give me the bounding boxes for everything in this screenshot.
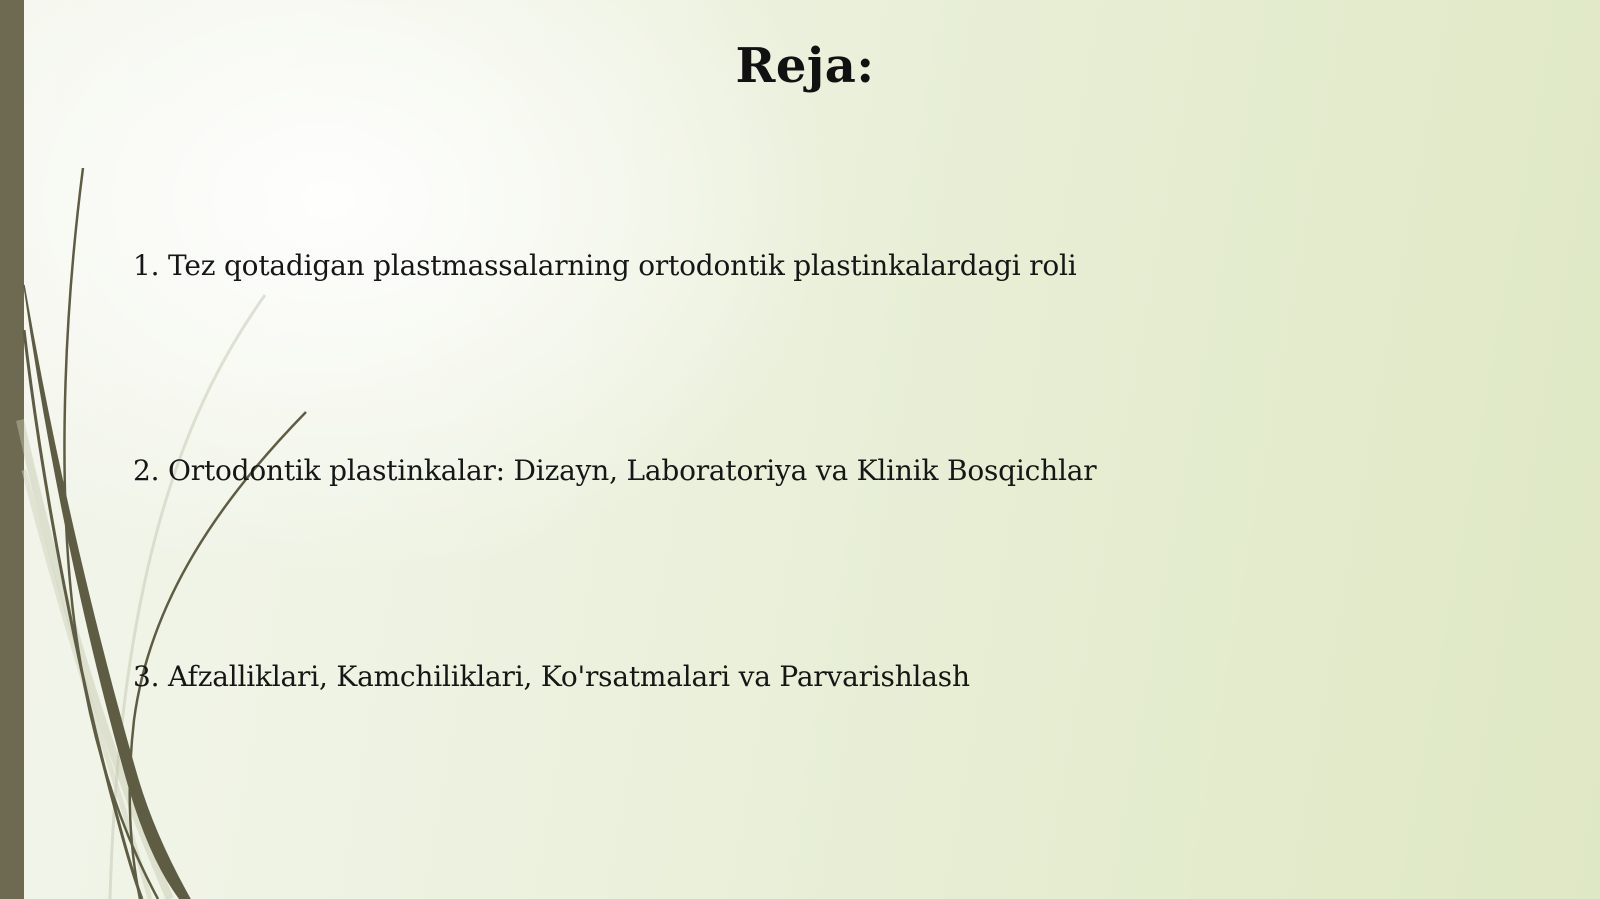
slide-title: Reja: xyxy=(735,38,875,94)
grass-blades-decoration xyxy=(0,0,420,899)
plan-item-2: 2. Ortodontik plastinkalar: Dizayn, Laboratoriya va Klinik Bosqichlar xyxy=(133,454,1097,487)
plan-item-3: 3. Afzalliklari, Kamchiliklari, Ko'rsatmalari va Parvarishlash xyxy=(133,660,970,693)
plan-item-1: 1. Tez qotadigan plastmassalarning ortodontik plastinkalardagi roli xyxy=(133,249,1077,282)
